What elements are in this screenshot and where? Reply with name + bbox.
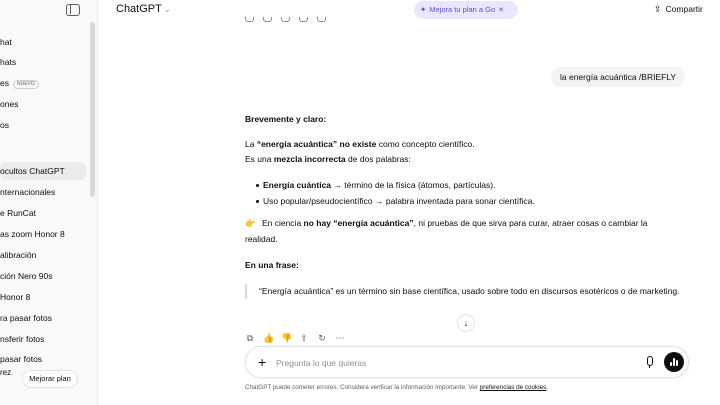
share-button[interactable] xyxy=(654,4,703,15)
text: Uso popular/pseudocientífico → palabra inventada para sonar científica. xyxy=(263,196,535,206)
close-icon[interactable]: ✕ xyxy=(498,7,505,14)
sidebar-chat-item[interactable] xyxy=(0,288,30,306)
sidebar-chat-item[interactable] xyxy=(0,183,55,201)
bullet-item-2 xyxy=(263,194,535,209)
blockquote: “Energía acuántica” es un término sin base científica, usado sobre todo en discursos esotéricos o de marketing. xyxy=(245,284,685,299)
sidebar-chat-label: ones xyxy=(0,99,19,109)
paragraph-3-line-2: realidad. xyxy=(245,234,278,244)
disclaimer xyxy=(0,384,720,391)
sidebar-chat-item[interactable] xyxy=(0,95,18,113)
disclaimer-text: ChatGPT puede cometer errores. Considera verificar la información importante. Ver xyxy=(245,384,480,391)
heading-text: Brevemente y claro: xyxy=(245,114,327,124)
bold-text: mezcla incorrecta xyxy=(273,154,346,164)
user-message: la energía acuántica /BRIEFLY xyxy=(551,67,685,87)
text: En ciencia xyxy=(259,218,304,228)
share-icon[interactable]: ⇪ xyxy=(300,333,308,343)
text: Es una xyxy=(245,154,274,164)
scroll-down-button[interactable]: ↓ xyxy=(457,314,475,332)
thumbs-up-icon[interactable]: 👍 xyxy=(263,333,275,343)
upgrade-pill-label: Mejora tu plan a Go xyxy=(429,5,496,14)
thumbs-down-icon[interactable]: 👎 xyxy=(281,333,293,343)
bullet-item-1 xyxy=(263,178,495,193)
disclaimer-end: . xyxy=(546,384,548,391)
sidebar-chat-item[interactable] xyxy=(0,246,36,264)
message-actions xyxy=(245,333,345,343)
sidebar-chat-item[interactable] xyxy=(0,74,39,92)
model-selector[interactable] xyxy=(116,3,171,15)
upgrade-pill[interactable] xyxy=(414,1,518,19)
sidebar-chat-label: ra pasar fotos xyxy=(0,313,52,323)
more-icon[interactable]: ⋯ xyxy=(335,333,345,343)
text: , ni pruebas de que sirva para curar, atraer cosas o cambiar la xyxy=(413,218,648,228)
sidebar-chat-label: alibración xyxy=(0,250,37,260)
sidebar-scrollbar[interactable] xyxy=(90,22,95,197)
sidebar-chat-item[interactable] xyxy=(0,309,52,327)
sidebar-chat-label: os xyxy=(0,120,9,130)
text: de dos palabras: xyxy=(345,154,411,164)
bold-text: Energía cuántica xyxy=(263,180,332,190)
model-name: ChatGPT xyxy=(116,3,162,15)
sidebar-chat-label: e RunCat xyxy=(0,208,36,218)
chevron-down-icon: ⌄ xyxy=(163,5,171,14)
sidebar xyxy=(0,0,98,405)
sidebar-chat-label: pasar fotos xyxy=(0,354,43,364)
previous-message-actions xyxy=(245,14,326,26)
voice-mode-button[interactable] xyxy=(664,352,684,372)
cookie-preferences-link[interactable]: preferencias de cookies xyxy=(479,384,547,391)
sidebar-chat-label: nsferir fotos xyxy=(0,334,45,344)
pointing-hand-icon: 👉 xyxy=(245,218,256,228)
sidebar-chat-label: ocultos ChatGPT xyxy=(0,166,65,176)
regenerate-icon[interactable] xyxy=(317,14,326,24)
microphone-icon[interactable] xyxy=(645,356,653,369)
text: → término de la física (átomos, partículas). xyxy=(331,180,496,190)
paragraph-1 xyxy=(245,137,475,152)
sidebar-chat-item[interactable] xyxy=(0,116,9,134)
sidebar-chat-label: Honor 8 xyxy=(0,292,31,302)
share-label: Compartir xyxy=(665,4,703,14)
sidebar-chat-item[interactable] xyxy=(0,33,12,51)
copy-icon[interactable]: ⧉ xyxy=(246,333,254,343)
share-icon[interactable] xyxy=(299,14,308,24)
sidebar-chat-item[interactable] xyxy=(0,267,52,285)
upgrade-plan-button[interactable]: Mejorar plan xyxy=(22,370,78,388)
sidebar-chat-label: es xyxy=(0,78,9,88)
sidebar-chat-item[interactable] xyxy=(0,162,86,180)
sidebar-chat-item[interactable] xyxy=(0,225,65,243)
answer-heading-2 xyxy=(245,258,299,273)
paragraph-2 xyxy=(245,152,411,167)
prompt-input[interactable] xyxy=(276,355,616,371)
sparkle-icon: ✦ xyxy=(420,5,427,14)
sidebar-chat-label: ción Nero 90s xyxy=(0,271,53,281)
heading-text: En una frase: xyxy=(245,260,299,270)
sidebar-chat-label: nternacionales xyxy=(0,187,56,197)
bold-text: no hay “energía acuántica” xyxy=(303,218,414,228)
answer-heading xyxy=(245,112,326,127)
text: como concepto científico. xyxy=(376,139,475,149)
user-name[interactable]: rez xyxy=(0,368,12,377)
share-icon: ⇪ xyxy=(654,4,662,14)
sidebar-chat-label: hats xyxy=(0,57,17,67)
thumbs-up-icon[interactable] xyxy=(263,14,272,24)
sidebar-chat-label: as zoom Honor 8 xyxy=(0,229,65,239)
paragraph-3 xyxy=(245,216,648,231)
sidebar-toggle-icon[interactable] xyxy=(66,4,80,16)
new-badge: NUEVO xyxy=(13,80,39,89)
bold-text: “energía acuántica” no existe xyxy=(256,139,377,149)
text: La xyxy=(245,139,257,149)
composer xyxy=(245,346,689,378)
sidebar-chat-item[interactable] xyxy=(0,204,36,222)
copy-icon[interactable] xyxy=(245,14,254,24)
sidebar-chat-item[interactable] xyxy=(0,330,44,348)
sidebar-chat-label: hat xyxy=(0,37,12,47)
plus-icon[interactable]: + xyxy=(258,354,267,370)
regenerate-icon[interactable]: ↻ xyxy=(318,333,326,343)
thumbs-down-icon[interactable] xyxy=(281,14,290,24)
sidebar-chat-item[interactable] xyxy=(0,53,16,71)
